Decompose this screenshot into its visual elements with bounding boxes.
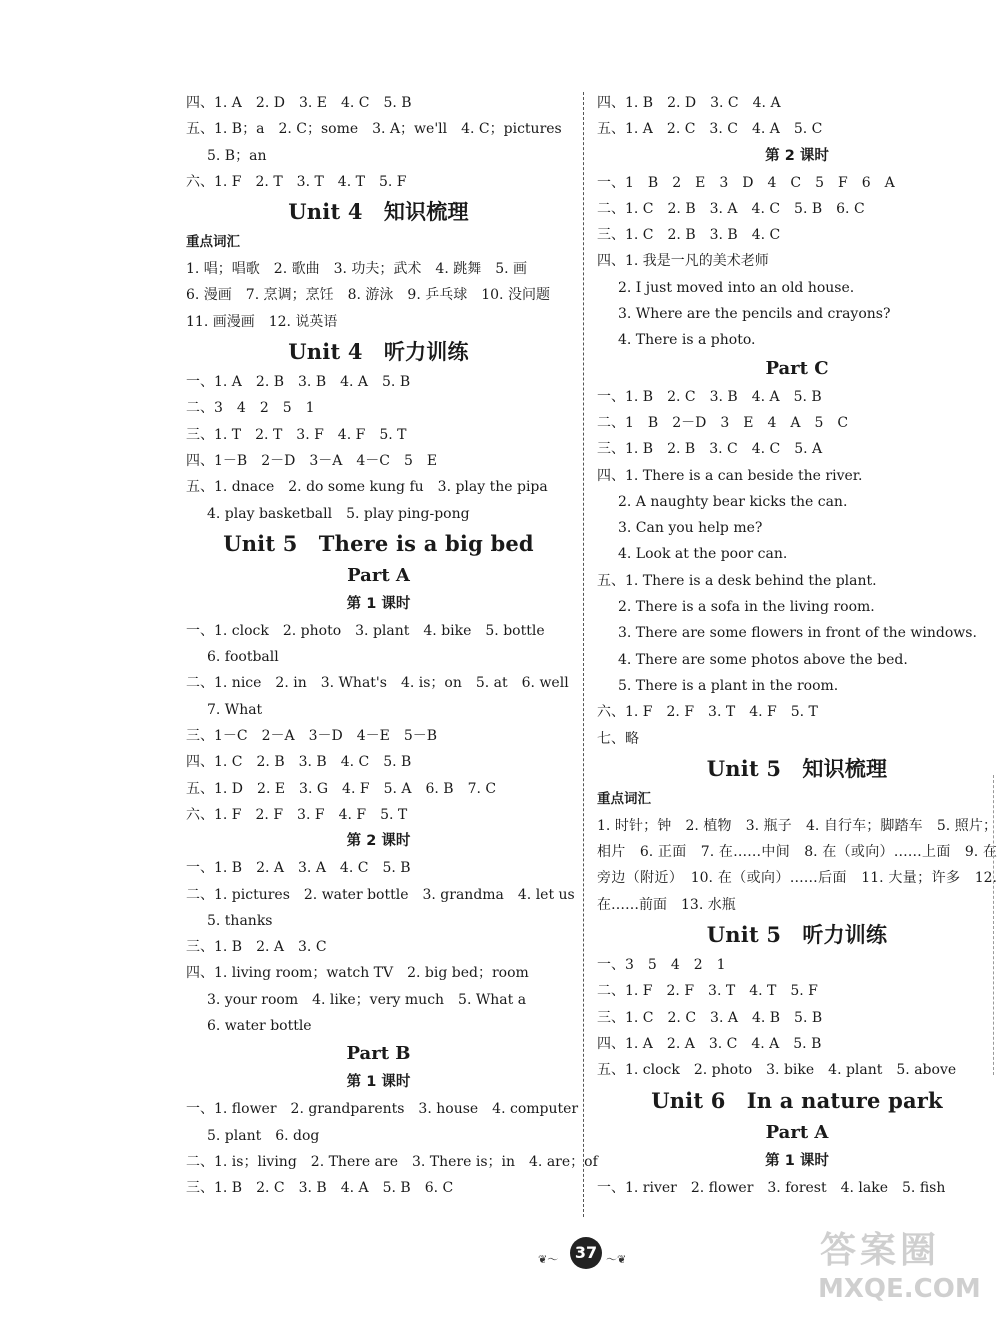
answer-line: 4. There is a photo. (618, 332, 756, 349)
page-number: 37 (570, 1237, 602, 1269)
answer-line: 六、1. F 2. T 3. T 4. T 5. F (186, 173, 407, 190)
page-edge-mark (993, 775, 994, 1075)
answer-line: 四、1. A 2. D 3. E 4. C 5. B (186, 95, 412, 111)
answer-line: 3. Can you help me? (618, 520, 763, 537)
part-heading: Part A (765, 1121, 829, 1143)
answer-line: 4. There are some photos above the bed. (618, 651, 908, 668)
unit-heading: Unit 5 知识梳理 (706, 755, 888, 781)
answer-line: 一、1. B 2. A 3. A 4. C 5. B (186, 860, 411, 877)
answer-line: 三、1－C 2－A 3－D 4－E 5－B (186, 728, 438, 745)
answer-line: 二、1. nice 2. in 3. What's 4. is；on 5. at 6. well (186, 675, 569, 692)
answer-line: 6. water bottle (207, 1018, 312, 1035)
vocab-heading: 重点词汇 (597, 790, 651, 807)
answer-line: 四、1. C 2. B 3. B 4. C 5. B (186, 754, 412, 771)
answer-line: 三、1. B 2. A 3. C (186, 939, 327, 956)
unit-heading: Unit 5 听力训练 (706, 922, 888, 948)
answer-line: 一、1. flower 2. grandparents 3. house 4. computer (186, 1101, 579, 1118)
answer-line: 2. There is a sofa in the living room. (618, 599, 875, 616)
answer-line: 一、3 5 4 2 1 (597, 957, 726, 974)
answer-line: 3. your room 4. like；very much 5. What a (207, 991, 527, 1008)
answer-line: 5. thanks (207, 912, 273, 929)
answer-line: 四、1. 我是一凡的美术老师 (597, 253, 769, 270)
lesson-heading: 第 1 课时 (765, 1152, 829, 1169)
part-heading: Part B (346, 1043, 411, 1065)
answer-line: 三、1. B 2. C 3. B 4. A 5. B 6. C (186, 1180, 454, 1197)
answer-line: 一、1. B 2. C 3. B 4. A 5. B (597, 388, 822, 405)
answer-line: 四、1. A 2. A 3. C 4. A 5. B (597, 1035, 822, 1052)
unit-heading: Unit 6 In a nature park (651, 1087, 943, 1113)
footer-ornament-right: ～❦ (606, 1253, 627, 1266)
answer-line: 三、1. C 2. C 3. A 4. B 5. B (597, 1009, 823, 1026)
answer-line: 2. A naughty bear kicks the can. (618, 493, 848, 510)
unit-heading: Unit 4 知识梳理 (288, 199, 469, 225)
answer-line: 五、1. B；a 2. C；some 3. A；we'll 4. C；pictures (186, 121, 562, 138)
footer-ornament-left: ❦～ (538, 1253, 559, 1266)
answer-line: 3. Where are the pencils and crayons? (618, 306, 891, 323)
answer-line: 二、1. F 2. F 3. T 4. T 5. F (597, 983, 818, 1000)
answer-line: 四、1. There is a can beside the river. (597, 467, 863, 484)
answer-line: 二、1. is；living 2. There are 3. There is；in 4. are；of (186, 1153, 598, 1170)
lesson-heading: 第 1 课时 (346, 595, 411, 612)
lesson-heading: 第 2 课时 (346, 833, 411, 850)
answer-line: 五、1. A 2. C 3. C 4. A 5. C (597, 121, 823, 138)
answer-line: 二、1. pictures 2. water bottle 3. grandma 4. let us (186, 886, 575, 903)
answer-line: 5. B；an (207, 147, 267, 164)
answer-line: 4. play basketball 5. play ping-pong (207, 505, 470, 522)
answer-line: 4. Look at the poor can. (618, 546, 788, 563)
answer-line: 三、1. C 2. B 3. B 4. C (597, 227, 781, 244)
left-column (186, 90, 598, 1202)
answer-line: 3. There are some flowers in front of the windows. (618, 625, 977, 642)
answer-line: 6. 漫画 7. 烹调；烹饪 8. 游泳 9. 乒乓球 10. 没问题 (186, 287, 550, 304)
right-column (597, 90, 997, 1201)
unit-heading: Unit 5 There is a big bed (223, 530, 534, 556)
part-heading: Part A (347, 564, 410, 586)
answer-line: 三、1. B 2. B 3. C 4. C 5. A (597, 441, 823, 458)
watermark-url: MXQE.COM (818, 1274, 981, 1304)
column-divider (583, 92, 584, 1217)
answer-line: 四、1－B 2－D 3－A 4－C 5 E (186, 452, 438, 469)
answer-line: 11. 画漫画 12. 说英语 (186, 313, 338, 330)
watermark (800, 1222, 1000, 1317)
answer-line: 六、1. F 2. F 3. F 4. F 5. T (186, 806, 408, 823)
watermark-logo-text: 答案圈 (820, 1230, 941, 1271)
answer-line: 二、1. C 2. B 3. A 4. C 5. B 6. C (597, 200, 865, 217)
answer-line: 1. 唱；唱歌 2. 歌曲 3. 功夫；武术 4. 跳舞 5. 画 (186, 261, 528, 278)
answer-line: 七、略 (597, 730, 639, 747)
answer-line: 六、1. F 2. F 3. T 4. F 5. T (597, 704, 818, 721)
answer-line: 7. What (207, 701, 263, 718)
answer-line: 四、1. living room；watch TV 2. big bed；room (186, 965, 529, 982)
page-footer (530, 1233, 640, 1277)
answer-line: 二、3 4 2 5 1 (186, 400, 315, 417)
answer-line: 三、1. T 2. T 3. F 4. F 5. T (186, 426, 407, 443)
lesson-heading: 第 1 课时 (346, 1074, 411, 1091)
answer-line: 五、1. dnace 2. do some kung fu 3. play the pipa (186, 479, 548, 496)
answer-line: 一、1. A 2. B 3. B 4. A 5. B (186, 374, 411, 391)
answer-line: 五、1. There is a desk behind the plant. (597, 572, 877, 589)
vocab-heading: 重点词汇 (186, 234, 240, 251)
answer-line: 一、1 B 2 E 3 D 4 C 5 F 6 A (597, 174, 895, 191)
answer-line: 二、1 B 2－D 3 E 4 A 5 C (597, 414, 849, 431)
answer-line: 四、1. B 2. D 3. C 4. A (597, 95, 781, 111)
answer-line: 五、1. D 2. E 3. G 4. F 5. A 6. B 7. C (186, 780, 497, 797)
vocab-paragraph: 1. 时针；钟 2. 植物 3. 瓶子 4. 自行车；脚踏车 5. 照片；相片 6. 正面 7. 在……中间 8. 在（或向）……上面 9. 在旁边（附近） 10. 在（或向）……后面 11. 大量；许多 12. 在……前面 13. 水瓶 (597, 817, 997, 913)
answer-line: 5. There is a plant in the room. (618, 677, 839, 694)
answer-line: 5. plant 6. dog (207, 1127, 320, 1144)
answer-line: 五、1. clock 2. photo 3. bike 4. plant 5. above (597, 1062, 957, 1079)
unit-heading: Unit 4 听力训练 (288, 339, 469, 365)
answer-line: 一、1. river 2. flower 3. forest 4. lake 5. fish (597, 1179, 946, 1196)
answer-line: 一、1. clock 2. photo 3. plant 4. bike 5. bottle (186, 622, 545, 639)
answer-line: 6. football (207, 649, 279, 666)
answer-line: 2. I just moved into an old house. (618, 279, 855, 296)
lesson-heading: 第 2 课时 (765, 147, 829, 164)
part-heading: Part C (765, 357, 829, 379)
